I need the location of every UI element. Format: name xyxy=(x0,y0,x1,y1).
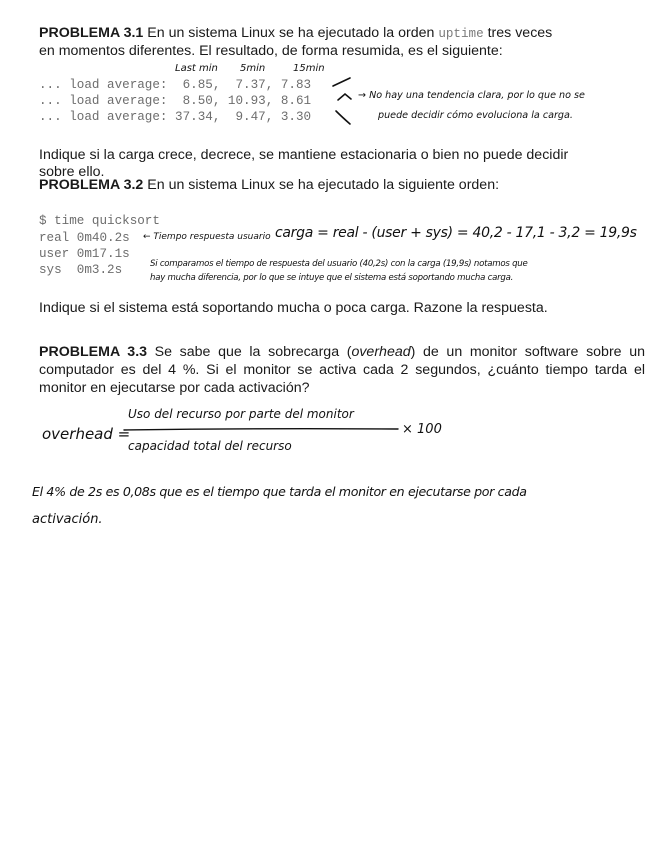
problem-3-2-intro xyxy=(39,177,629,194)
problem-3-3-text-a: Se sabe que la sobrecarga ( xyxy=(147,344,352,360)
load-average-row-1: ... load average: 6.85, 7.37, 7.83 xyxy=(39,78,312,92)
formula-factor: × 100 xyxy=(402,422,442,437)
code-line-real: real 0m40.2s xyxy=(39,231,130,245)
response-time-arrow-note: ← Tiempo respuesta usuario xyxy=(143,232,271,242)
answer-line-2: activación. xyxy=(32,512,103,527)
problem-3-3-statement xyxy=(39,343,645,397)
problem-3-1-question xyxy=(39,147,629,181)
formula-numerator: Uso del recurso por parte del monitor xyxy=(128,407,354,421)
peak-tick-mark xyxy=(338,94,351,100)
load-average-row-2: ... load average: 8.50, 10.93, 8.61 xyxy=(39,94,312,108)
load-average-row-3: ... load average: 37.34, 9.47, 3.30 xyxy=(39,110,312,124)
annotation-note-line-1: → No hay una tendencia clara, por lo que no se xyxy=(358,90,585,101)
load-formula: carga = real - (user + sys) = 40,2 - 17,1 - 3,2 = 19,9s xyxy=(275,225,637,241)
code-line-time-command: $ time quicksort xyxy=(39,214,160,228)
fraction-bar xyxy=(124,429,398,430)
increase-tick-mark xyxy=(333,78,350,86)
annotation-note-line-2: puede decidir cómo evoluciona la carga. xyxy=(378,110,573,121)
problem-3-1-text-b: tres veces xyxy=(483,25,553,41)
answer-line-1: El 4% de 2s es 0,08s que es el tiempo que tarda el monitor en ejecutarse por cada xyxy=(32,484,527,499)
annotation-header-15min: 15min xyxy=(293,63,325,74)
load-note-line-2: hay mucha diferencia, por lo que se intuye que el sistema está soportando mucha carga. xyxy=(150,273,514,283)
problem-3-2-text: En un sistema Linux se ha ejecutado la siguiente orden: xyxy=(143,177,500,193)
annotation-header-last-min: Last min xyxy=(175,63,218,74)
problem-3-1-text-c: en momentos diferentes. El resultado, de forma resumida, es el siguiente: xyxy=(39,43,503,59)
formula-lhs: overhead = xyxy=(42,425,131,443)
problem-3-1-intro xyxy=(39,25,619,60)
problem-3-3-text-b: ) de un monitor software sobre un computador es del 4 %. Si el monitor se activa cada 2 segundos, ¿cuánto tiempo tarda el monitor en ejecutarse por cada activación? xyxy=(39,344,645,396)
problem-3-2-label: PROBLEMA 3.2 xyxy=(39,177,144,193)
problem-3-1-text-a: En un sistema Linux se ha ejecutado la orden xyxy=(143,25,439,41)
problem-3-1-label: PROBLEMA 3.1 xyxy=(39,25,144,41)
uptime-command: uptime xyxy=(438,27,484,41)
decrease-tick-mark xyxy=(336,111,350,124)
overhead-word: overhead xyxy=(351,344,411,360)
code-line-user: user 0m17.1s xyxy=(39,247,130,261)
problem-3-2-question: Indique si el sistema está soportando mucha o poca carga. Razone la respuesta. xyxy=(39,300,548,316)
problem-3-1-question-line-1: Indique si la carga crece, decrece, se mantiene estacionaria o bien no puede decidir xyxy=(39,147,569,163)
problem-3-3-label: PROBLEMA 3.3 xyxy=(39,344,148,360)
annotation-header-5min: 5min xyxy=(240,63,266,74)
code-line-sys: sys 0m3.2s xyxy=(39,263,123,277)
formula-denominator: capacidad total del recurso xyxy=(128,439,292,453)
problem-3-1-question-line-2: sobre ello. xyxy=(39,164,105,180)
load-note-line-1: Si comparamos el tiempo de respuesta del usuario (40,2s) con la carga (19,9s) notamos que xyxy=(150,259,528,269)
